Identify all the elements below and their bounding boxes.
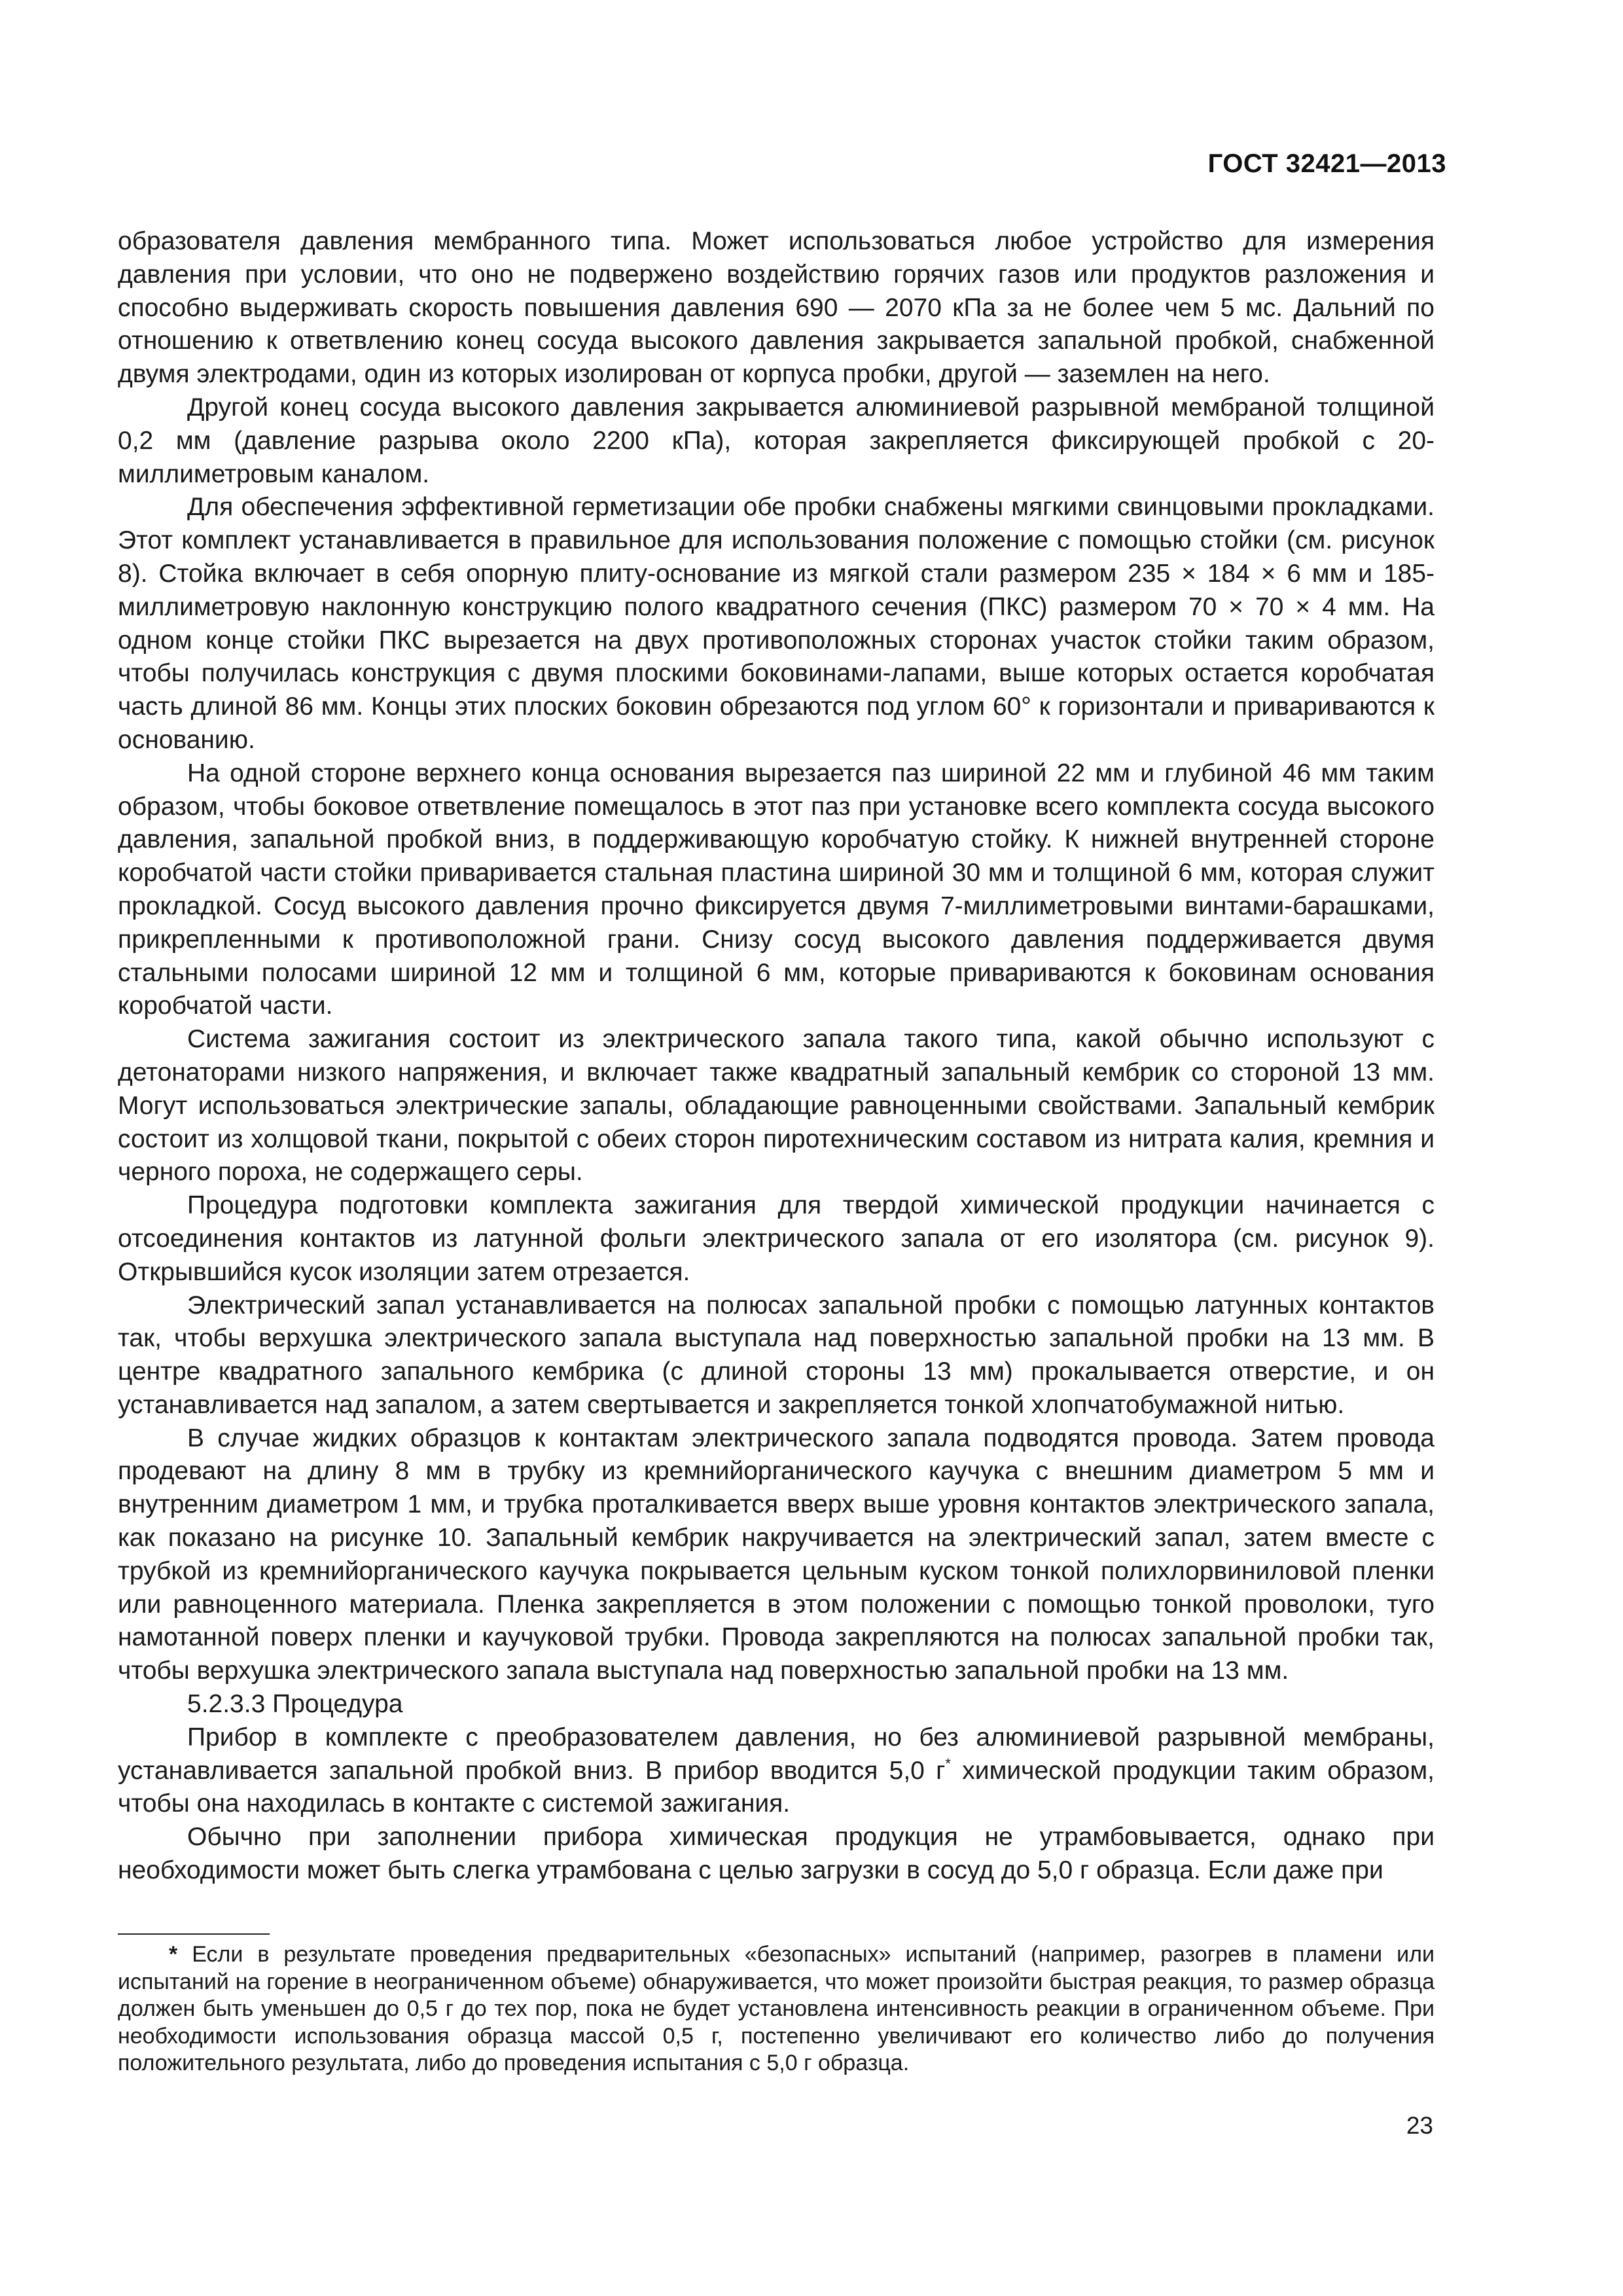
paragraph-part: Прибор в комплекте с преобразователем давления, но без алюминиевой разрывной мембраны, устанавливается запальной пробкой вниз. В прибор вводится 5,0 г <box>118 1723 1435 1785</box>
paragraph: Электрический запал устанавливается на полюсах запальной пробки с помощью латунных контактов так, чтобы верхушка электрического запала выступала над поверхностью запальной пробки на 13 мм. В центре квадратного запального кембрика (с длиной стороны 13 мм) прокалывается отверстие, и он устанавливается над запалом, а затем свертывается и закрепляется тонкой хлопчатобумажной нитью. <box>118 1291 1435 1419</box>
footnote-text: Если в результате проведения предварительных «безопасных» испытаний (например, разогрев в пламени или испытаний на горение в неограниченном объеме) обнаруживается, что может произойти быстрая реакция, то размер образца должен быть уменьшен до 0,5 г до тех пор, пока не будет установлена интенсивность реакции в ограниченном объеме. При необходимости использования образца массой 0,5 г, постепенно увеличивают его количество либо до получения положительного результата, либо до проведения испытания с 5,0 г образца. <box>118 1942 1435 2075</box>
document-code-header: ГОСТ 32421—2013 <box>1207 149 1446 178</box>
footnote-paragraph <box>118 1941 1435 2077</box>
body-text <box>118 225 1435 1888</box>
page-number: 23 <box>1406 2112 1433 2139</box>
paragraph: Другой конец сосуда высокого давления закрывается алюминиевой разрывной мембраной толщиной 0,2 мм (давление разрыва около 2200 кПа), которая закрепляется фиксирующей пробкой с 20-миллиметровым каналом. <box>118 393 1435 488</box>
paragraph: В случае жидких образцов к контактам электрического запала подводятся провода. Затем провода продевают на длину 8 мм в трубку из кремнийорганического каучука с внешним диаметром 5 мм и внутренним диаметром 1 мм, и трубка проталкивается вверх выше уровня контактов электрического запала, как показано на рисунке 10. Запальный кембрик накручивается на электрический запал, затем вместе с трубкой из кремнийорганического каучука покрывается цельным куском тонкой полихлорвиниловой пленки или равноценного материала. Пленка закрепляется в этом положении с помощью тонкой проволоки, туго намотанной поверх пленки и каучуковой трубки. Провода закрепляются на полюсах запальной пробки так, чтобы верхушка электрического запала выступала над поверхностью запальной пробки на 13 мм. <box>118 1424 1435 1685</box>
footnote <box>118 1941 1435 2077</box>
paragraph: На одной стороне верхнего конца основания вырезается паз шириной 22 мм и глубиной 46 мм таким образом, чтобы боковое ответвление помещалось в этот паз при установке всего комплекта сосуда высокого давления, запальной пробкой вниз, в поддерживающую коробчатую стойку. К нижней внутренней стороне коробчатой части стойки приваривается стальная пластина шириной 30 мм и толщиной 6 мм, которая служит прокладкой. Сосуд высокого давления прочно фиксируется двумя 7-миллиметровыми винтами-барашками, прикрепленными к противоположной грани. Снизу сосуд высокого давления поддерживается двумя стальными полосами шириной 12 мм и толщиной 6 мм, которые привариваются к боковинам основания коробчатой части. <box>118 759 1435 1020</box>
footnote-mark: * <box>169 1942 178 1967</box>
footnote-reference[interactable]: * <box>945 1755 951 1772</box>
paragraph: Система зажигания состоит из электрического запала такого типа, какой обычно используют с детонаторами низкого напряжения, и включает также квадратный запальный кембрик со стороной 13 мм. Могут использоваться электрические запалы, обладающие равноценными свойствами. Запальный кембрик состоит из холщовой ткани, покрытой с обеих сторон пиротехническим составом из нитрата калия, кремния и черного пороха, не содержащего серы. <box>118 1025 1435 1187</box>
paragraph: Обычно при заполнении прибора химическая продукция не утрамбовывается, однако при необходимости может быть слегка утрамбована с целью загрузки в сосуд до 5,0 г образца. Если даже при <box>118 1823 1435 1885</box>
paragraph: Для обеспечения эффективной герметизации обе пробки снабжены мягкими свинцовыми прокладками. Этот комплект устанавливается в правильное для использования положение с помощью стойки (см. рисунок 8). Стойка включает в себя опорную плиту-основание из мягкой стали размером 235 × 184 × 6 мм и 185-миллиметровую наклонную конструкцию полого квадратного сечения (ПКС) размером 70 × 70 × 4 мм. На одном конце стойки ПКС вырезается на двух противоположных сторонах участок стойки таким образом, чтобы получилась конструкция с двумя плоскими боковинами-лапами, выше которых остается коробчатая часть длиной 86 мм. Концы этих плоских боковин обрезаются под углом 60° к горизонтали и привариваются к основанию. <box>118 493 1435 754</box>
section-heading: 5.2.3.3 Процедура <box>187 1690 403 1719</box>
paragraph-with-footnote-ref <box>118 1721 1435 1821</box>
paragraph: Процедура подготовки комплекта зажигания для твердой химической продукции начинается с отсоединения контактов из латунной фольги электрического запала от его изолятора (см. рисунок 9). Открывшийся кусок изоляции затем отрезается. <box>118 1191 1435 1286</box>
footnote-separator <box>118 1933 270 1935</box>
paragraph-part: химической продукции таким образом, чтобы она находилась в контакте с системой зажигания. <box>118 1756 1435 1818</box>
paragraph-continued: образователя давления мембранного типа. Может использоваться любое устройство для измерения давления при условии, что оно не подвержено воздействию горячих газов или продуктов разложения и способно выдерживать скорость повышения давления 690 — 2070 кПа за не более чем 5 мс. Дальний по отношению к ответвлению конец сосуда высокого давления закрывается запальной пробкой, снабженной двумя электродами, один из которых изолирован от корпуса пробки, другой — заземлен на него. <box>118 227 1435 389</box>
